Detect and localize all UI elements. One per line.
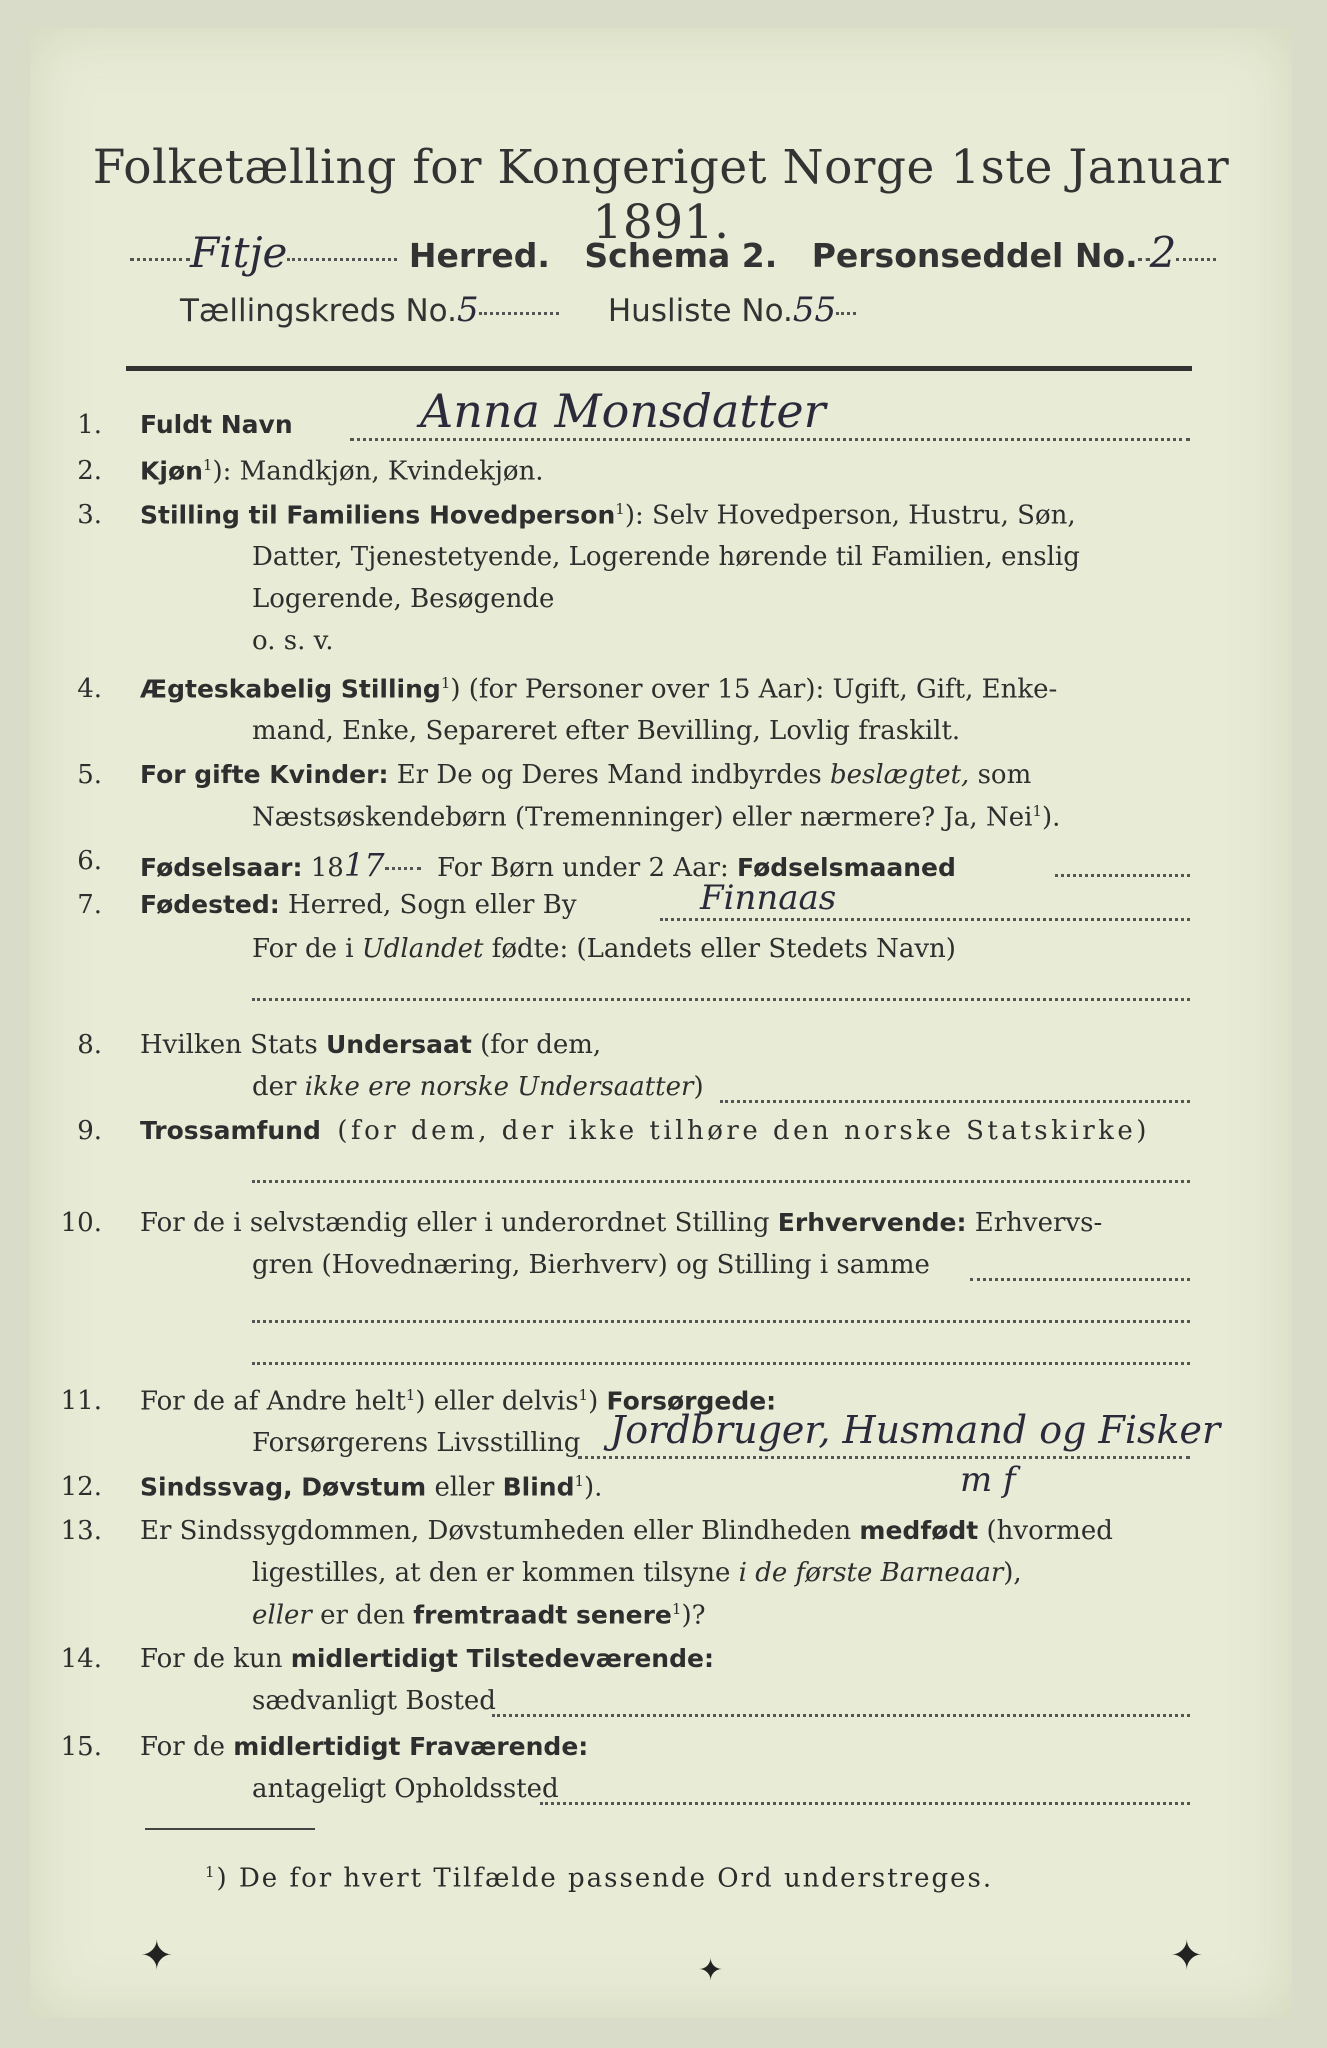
registration-mark-right: ✦ xyxy=(1170,1933,1204,1979)
provider-occupation-value: Jordbruger, Husmand og Fisker xyxy=(610,1408,1221,1452)
herred-line xyxy=(130,228,1216,277)
disability-value: m f xyxy=(960,1460,1016,1500)
kreds-label: Tællingskreds No. xyxy=(180,293,457,329)
item-3-line2: Datter, Tjenestetyende, Logerende hørende til Familien, enslig xyxy=(252,542,1080,572)
kreds-line xyxy=(180,290,856,330)
item-7-line2: For de i Udlandet fødte: (Landets eller Stedets Navn) xyxy=(252,934,956,964)
item-14-line xyxy=(492,1714,1190,1717)
registration-mark-center: ✦ xyxy=(698,1953,724,1988)
item-3-line3: Logerende, Besøgende xyxy=(252,584,555,614)
item-3-line4: o. s. v. xyxy=(252,626,334,656)
item-7-line3 xyxy=(252,998,1190,1001)
footnote-rule xyxy=(145,1828,315,1830)
item-6-line xyxy=(1055,874,1190,877)
item-5-line2: Næstsøskendebørn (Tremenninger) eller nærmere? Ja, Nei$^1$). xyxy=(252,802,1061,833)
item-9-line xyxy=(252,1180,1190,1183)
item-8-line xyxy=(720,1100,1190,1103)
form-title: Folketælling for Kongeriget Norge 1ste Januar 1891. xyxy=(92,140,1230,250)
personseddel-no: 2 xyxy=(1149,228,1177,277)
header-rule xyxy=(126,366,1192,371)
birthplace-value: Finnaas xyxy=(700,878,837,918)
item-10-line2: gren (Hovednæring, Bierhverv) og Stilling i samme xyxy=(252,1250,930,1280)
footnote: $^1$) De for hvert Tilfælde passende Ord understreges. xyxy=(205,1863,994,1894)
item-15-line xyxy=(540,1802,1190,1805)
item-1-line xyxy=(350,438,1190,441)
item-14-line2: sædvanligt Bosted xyxy=(252,1686,496,1716)
item-13-line2: ligestilles, at den er kommen tilsyne i de første Barneaar), xyxy=(252,1558,1022,1588)
item-10-line4 xyxy=(252,1362,1190,1365)
item-8-line2: der ikke ere norske Undersaatter) xyxy=(252,1072,704,1102)
herred-name: Fitje xyxy=(190,228,288,277)
item-4-line2: mand, Enke, Separeret efter Bevilling, Lovlig fraskilt. xyxy=(252,716,961,746)
item-10-line3 xyxy=(252,1320,1190,1323)
personseddel-label: Personseddel No. xyxy=(811,236,1138,275)
census-form: Folketælling for Kongeriget Norge 1ste Januar 1891. Fitje Herred. Schema 2. Personseddel No. 2 Tællingskreds No.5 Husliste No.55 1. Fuldt Navn Anna Monsdatter 2. Kjøn$^1$): Mandkjøn, Kvindekjøn. 3. Stilling til Familiens Hovedperson$^1$): Selv Hovedperson, Hustru, Søn, Datter, Tjenestetyende, Logerende hørende til Familien, enslig Logerende, Besøgende o. s. v. 4. Ægteskabelig Stilling$^1$) (for Personer over 15 Aar): Ugift, Gift, Enke- mand, Enke, Separeret efter Bevilling, Lovlig fraskilt. 5. For gifte Kvinder: Er De og Deres Mand indbyrdes beslægtet, som Næstsøskendebørn (Tremenninger) eller nærmere? Ja, Nei$^1$). 6. Fødselsaar: 1817 For Børn under 2 Aar: Fødselsmaaned 7. Fødested: Herred, Sogn eller By Finnaas For de i Udlandet fødte: (Landets eller Stedets Navn) 8. Hvilken Stats Undersaat (for dem, der ikke ere norske Undersaatter) 9. Trossamfund (for dem, der ikke tilhøre den norske Statskirke) 10. For de i selvstændig eller i underordnet Stilling Erhvervende: Erhvervs- gren (Hovednæring, Bierhverv) og Stilling i samme 11. For de af Andre helt$^1$) eller delvis$^1$) Forsørgede: Forsørgerens Livsstilling Jordbruger, Husmand og Fisker 12. Sindssvag, Døvstum eller Blind$^1$). m f 13. Er Sindssygdommen, Døvstumheden eller Blindheden medfødt (hvormed ligestilles, at den er kommen tilsyne i de første Barneaar), eller er den fremtraadt senere$^1$)? 14. For de kun midlertidigt Tilstedeværende: sædvanligt Bosted 15. For de midlertidigt Fraværende: antageligt Opholdssted $^1$) De for hvert Tilfælde passende Ord understreges. ✦ ✦ ✦ xyxy=(30,28,1292,2018)
item-11-line xyxy=(578,1456,1190,1459)
kreds-no: 5 xyxy=(456,290,479,330)
husliste-label: Husliste No. xyxy=(607,293,793,329)
husliste-no: 55 xyxy=(792,290,837,330)
item-11-line2: Forsørgerens Livsstilling xyxy=(252,1428,581,1458)
item-7-line xyxy=(660,918,1190,921)
schema-label: Schema 2. xyxy=(584,236,778,275)
item-15-line2: antageligt Opholdssted xyxy=(252,1774,559,1804)
item-13-line3: eller er den fremtraadt senere$^1$)? xyxy=(252,1600,706,1631)
herred-label: Herred. xyxy=(408,236,550,275)
item-10-line xyxy=(970,1278,1190,1281)
birth-year-value: 17 xyxy=(343,846,385,884)
full-name-value: Anna Monsdatter xyxy=(420,384,826,438)
registration-mark-left: ✦ xyxy=(140,1933,174,1979)
